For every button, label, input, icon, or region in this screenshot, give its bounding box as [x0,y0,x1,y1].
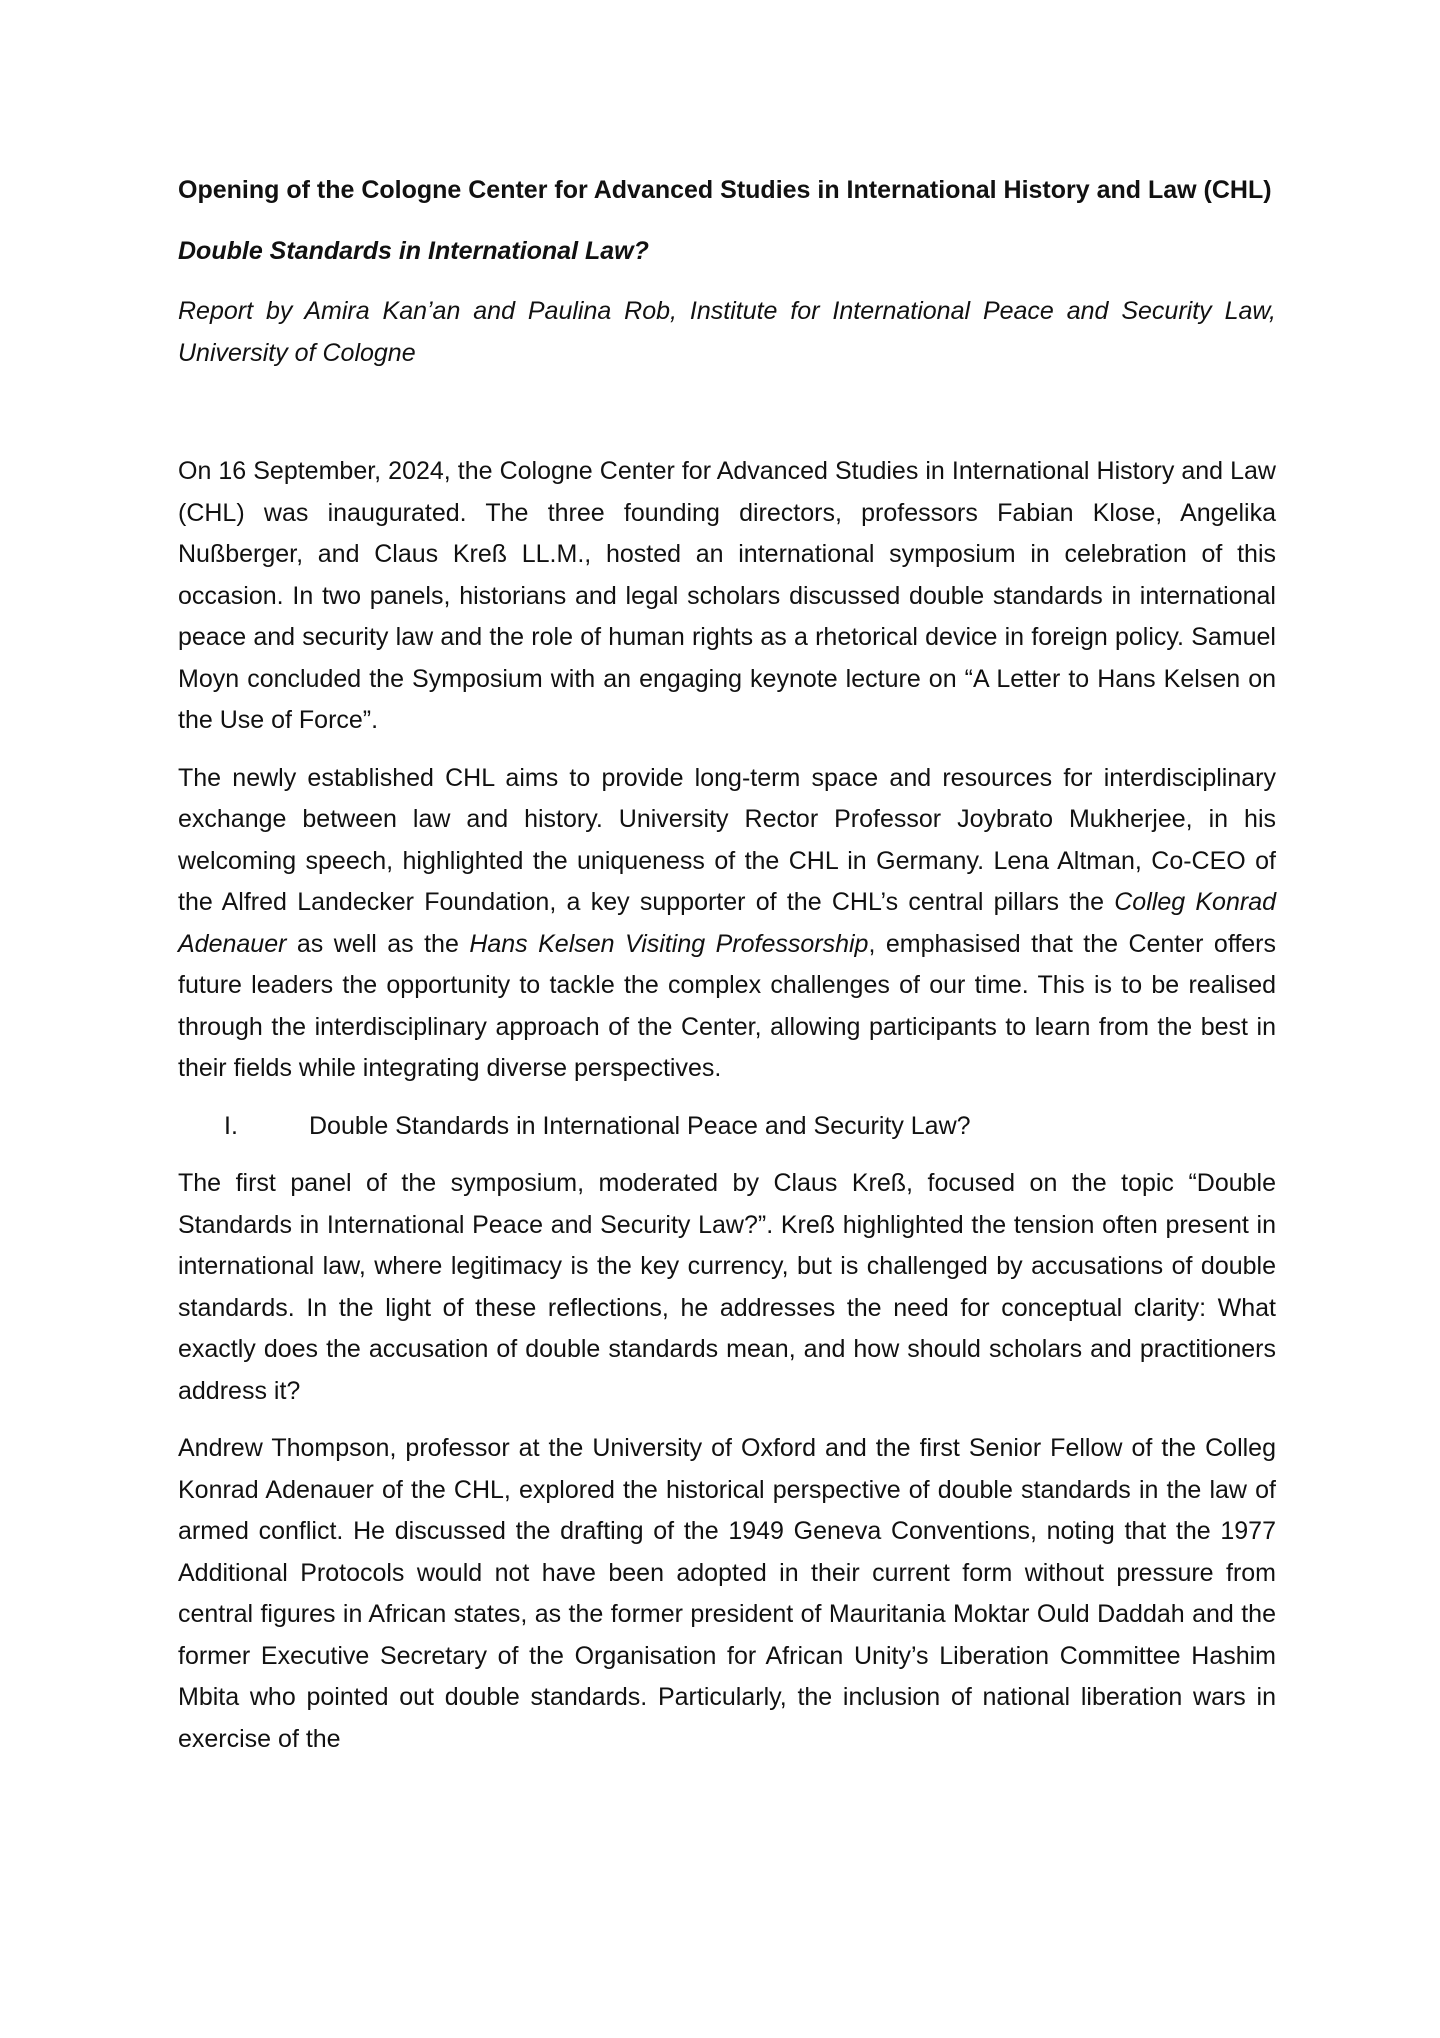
section-title: Double Standards in International Peace and Security Law? [309,1111,971,1140]
section-heading [178,1106,1276,1148]
document-title: Opening of the Cologne Center for Advanced Studies in International History and Law (CHL) [178,176,1272,204]
paragraph-thompson: Andrew Thompson, professor at the University of Oxford and the first Senior Fellow of the Colleg Konrad Adenauer of the CHL, explored the historical perspective of double standards in the law of armed conflict. He discussed the drafting of the 1949 Geneva Conventions, noting that the 1977 Additional Protocols would not have been adopted in their current form without pressure from central figures in African states, as the former president of Mauritania Moktar Ould Daddah and the former Executive Secretary of the Organisation for African Unity’s Liberation Committee Hashim Mbita who pointed out double standards. Particularly, the inclusion of national liberation wars in exercise of the [178,1434,1276,1753]
document-byline: Report by Amira Kan’an and Paulina Rob, Institute for International Peace and Security Law, University of Cologne [178,297,1276,367]
paragraph-intro: On 16 September, 2024, the Cologne Center for Advanced Studies in International History and Law (CHL) was inaugurated. The three founding directors, professors Fabian Klose, Angelika Nußberger, and Claus Kreß LL.M., hosted an international symposium in celebration of this occasion. In two panels, historians and legal scholars discussed double standards in international peace and security law and the role of human rights as a rhetorical device in foreign policy. Samuel Moyn concluded the Symposium with an engaging keynote lecture on “A Letter to Hans Kelsen on the Use of Force”. [178,457,1276,734]
document-subtitle: Double Standards in International Law? [178,236,649,265]
paragraph-text: The newly established CHL aims to provide long-term space and resources for interdisciplinary exchange between law and history. University Rector Professor Joybrato Mukherjee, in his welcoming speech, highlighted the uniqueness of the CHL in Germany. Lena Altman, Co-CEO of the Alfred Landecker Foundation, a key supporter of the CHL’s central pillars the [178,763,1276,916]
section-number: I. [224,1111,238,1140]
colleg-name: Colleg Konrad Adenauer [178,888,1277,958]
paragraph-chl-aims [178,758,1276,1090]
paragraph-first-panel: The first panel of the symposium, moderated by Claus Kreß, focused on the topic “Double Standards in International Peace and Security Law?”. Kreß highlighted the tension often present in international law, where legitimacy is the key currency, but is challenged by accusations of double standards. In the light of these reflections, he addresses the need for conceptual clarity: What exactly does the accusation of double standards mean, and how should scholars and practitioners address it? [178,1169,1276,1405]
professorship-name: Hans Kelsen Visiting Professorship [469,929,869,958]
paragraph-text: , emphasised that the Center offers future leaders the opportunity to tackle the complex challenges of our time. This is to be realised through the interdisciplinary approach of the Center, allowing participants to learn from the best in their fields while integrating diverse perspectives. [178,929,1277,1082]
document-page [178,170,1276,1776]
paragraph-text: as well as the [286,929,470,958]
